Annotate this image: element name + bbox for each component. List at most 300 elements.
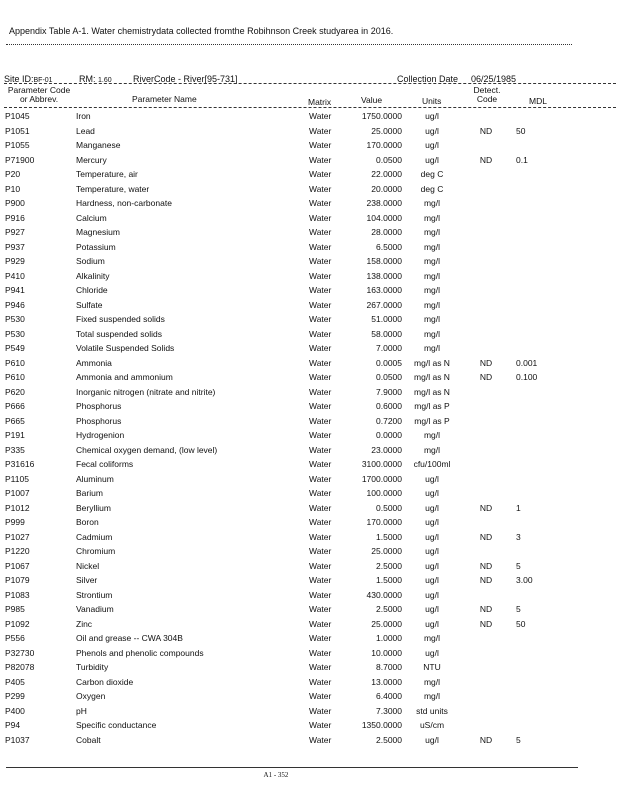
parameter-code-cell: P1220 (5, 546, 30, 556)
river-mile-value: 1.60 (98, 77, 112, 84)
units-cell: ug/l (425, 517, 439, 527)
parameter-code-cell: P916 (5, 212, 25, 223)
matrix-cell: Water (309, 662, 332, 672)
table-row (0, 139, 618, 154)
units-cell: mg/l as N (414, 357, 450, 368)
matrix-cell: Water (309, 125, 332, 136)
parameter-code-cell: P1079 (5, 575, 30, 585)
table-row (0, 226, 618, 241)
units-cell: mg/l (423, 676, 441, 687)
parameter-code-cell: P1012 (5, 502, 30, 513)
mdl-cell: 3.00 (516, 575, 533, 585)
table-row (0, 661, 618, 676)
matrix-cell: Water (309, 401, 332, 411)
detect-code-cell: ND (479, 372, 493, 382)
units-cell: ug/l (425, 502, 439, 513)
detect-code-cell: ND (479, 618, 493, 629)
mdl-cell: 0.1 (516, 154, 528, 165)
table-row (0, 545, 618, 560)
parameter-name-cell: Hydrogenion (76, 430, 125, 440)
parameter-code-cell: P549 (5, 343, 25, 353)
value-cell: 2.5000 (376, 734, 402, 745)
table-row (0, 632, 618, 647)
parameter-code-cell: P1045 (5, 111, 30, 121)
parameter-code-cell: P1037 (5, 734, 30, 745)
value-cell: 7.0000 (376, 343, 402, 353)
matrix-cell: Water (309, 734, 332, 745)
parameter-code-cell: P610 (5, 372, 25, 382)
parameter-code-cell: P335 (5, 444, 25, 455)
detect-code-cell: ND (479, 125, 493, 136)
units-cell: mg/l (423, 198, 441, 208)
parameter-name-cell: Fixed suspended solids (76, 314, 165, 324)
value-cell: 1.5000 (376, 575, 402, 585)
parameter-name-cell: Turbidity (76, 662, 109, 672)
matrix-cell: Water (309, 169, 332, 179)
table-row (0, 299, 618, 314)
parameter-name-cell: Inorganic nitrogen (nitrate and nitrite) (76, 386, 216, 397)
value-cell: 238.0000 (366, 198, 402, 208)
parameter-code-cell: P94 (5, 720, 21, 730)
matrix-cell: Water (309, 444, 332, 455)
matrix-cell: Water (309, 256, 332, 266)
units-cell: mg/l (423, 256, 441, 266)
units-cell: std units (416, 705, 448, 716)
matrix-cell: Water (309, 517, 332, 527)
mdl-cell: 5 (516, 604, 521, 614)
table-row (0, 647, 618, 662)
units-cell: ug/l (425, 488, 439, 498)
matrix-cell: Water (309, 676, 332, 687)
parameter-name-cell: Alkalinity (76, 270, 110, 281)
parameter-code-cell: P71900 (5, 154, 35, 165)
detect-code-cell: ND (479, 357, 493, 368)
mdl-cell: 0.100 (516, 372, 538, 382)
header-bottom-rule (4, 107, 616, 108)
units-cell: mg/l (423, 328, 441, 339)
parameter-name-cell: Carbon dioxide (76, 676, 134, 687)
parameter-code-cell: P941 (5, 285, 25, 295)
parameter-name-cell: Potassium (76, 241, 116, 252)
parameter-name-cell: Silver (76, 575, 98, 585)
header-detect-code (470, 86, 504, 104)
units-cell: ug/l (425, 140, 439, 150)
parameter-code-cell: P82078 (5, 662, 35, 672)
header-matrix: Matrix (308, 97, 332, 107)
table-row (0, 154, 618, 169)
detect-code-cell: ND (479, 734, 493, 745)
parameter-code-cell: P1051 (5, 125, 30, 136)
value-cell: 158.0000 (366, 256, 402, 266)
value-cell: 1.5000 (376, 531, 402, 542)
parameter-name-cell: Temperature, air (76, 169, 138, 179)
value-cell: 7.3000 (376, 705, 402, 716)
matrix-cell: Water (309, 270, 332, 281)
value-cell: 1350.0000 (361, 720, 402, 730)
units-cell: ug/l (425, 546, 439, 556)
matrix-cell: Water (309, 618, 332, 629)
matrix-cell: Water (309, 502, 332, 513)
parameter-code-cell: P530 (5, 328, 25, 339)
matrix-cell: Water (309, 633, 332, 643)
value-cell: 58.0000 (371, 328, 402, 339)
units-cell: mg/l as P (414, 415, 450, 426)
table-row (0, 618, 618, 633)
units-cell: ug/l (425, 125, 439, 136)
table-row (0, 531, 618, 546)
units-cell: ug/l (425, 560, 439, 571)
value-cell: 138.0000 (366, 270, 402, 281)
detect-code-cell: ND (479, 502, 493, 513)
units-cell: ug/l (425, 111, 439, 121)
value-cell: 6.5000 (376, 241, 402, 252)
table-row (0, 705, 618, 720)
units-cell: mg/l (423, 314, 441, 324)
matrix-cell: Water (309, 111, 332, 121)
parameter-name-cell: Oxygen (76, 691, 106, 701)
units-cell: uS/cm (419, 720, 445, 730)
table-row (0, 183, 618, 198)
parameter-name-cell: Beryllium (76, 502, 111, 513)
value-cell: 22.0000 (371, 169, 402, 179)
mdl-cell: 1 (516, 502, 521, 513)
parameter-code-cell: P1067 (5, 560, 30, 571)
parameter-name-cell: Cadmium (76, 531, 113, 542)
parameter-name-cell: Hardness, non-carbonate (76, 198, 172, 208)
parameter-name-cell: Sodium (76, 256, 105, 266)
table-row (0, 415, 618, 430)
matrix-cell: Water (309, 589, 332, 600)
value-cell: 0.6000 (376, 401, 402, 411)
parameter-name-cell: Iron (76, 111, 91, 121)
parameter-code-cell: P665 (5, 415, 25, 426)
matrix-cell: Water (309, 531, 332, 542)
parameter-code-cell: P666 (5, 401, 25, 411)
value-cell: 25.0000 (371, 546, 402, 556)
units-cell: deg C (420, 169, 444, 179)
page-number: A1 - 352 (263, 771, 289, 779)
site-id-label: Site ID: (4, 74, 34, 84)
matrix-cell: Water (309, 227, 332, 237)
detect-code-cell: ND (479, 531, 493, 542)
value-cell: 20.0000 (371, 183, 402, 194)
matrix-cell: Water (309, 488, 332, 498)
parameter-name-cell: pH (76, 705, 87, 716)
mdl-cell: 5 (516, 560, 521, 571)
table-row (0, 371, 618, 386)
matrix-cell: Water (309, 343, 332, 353)
parameter-code-cell: P299 (5, 691, 25, 701)
value-cell: 28.0000 (371, 227, 402, 237)
matrix-cell: Water (309, 720, 332, 730)
table-row (0, 589, 618, 604)
value-cell: 23.0000 (371, 444, 402, 455)
units-cell: ug/l (425, 734, 439, 745)
river-mile-label: RM: (79, 74, 96, 84)
table-row (0, 719, 618, 734)
mdl-cell: 5 (516, 734, 521, 745)
units-cell: cfu/100ml (413, 459, 451, 469)
parameter-code-cell: P1092 (5, 618, 30, 629)
parameter-name-cell: Barium (76, 488, 103, 498)
units-cell: mg/l (423, 299, 441, 310)
parameter-name-cell: Total suspended solids (76, 328, 163, 339)
detect-code-cell: ND (479, 604, 493, 614)
header-units: Units (422, 96, 442, 106)
header-parameter-code (3, 86, 75, 104)
matrix-cell: Water (309, 299, 332, 310)
value-cell: 163.0000 (366, 285, 402, 295)
detect-code-cell: ND (479, 154, 493, 165)
value-cell: 0.0500 (376, 372, 402, 382)
detect-code-cell: ND (479, 560, 493, 571)
table-row (0, 400, 618, 415)
parameter-name-cell: Strontium (76, 589, 113, 600)
parameter-code-cell: P10 (5, 183, 21, 194)
matrix-cell: Water (309, 357, 332, 368)
site-id-value: BF-01 (33, 77, 53, 84)
parameter-name-cell: Nickel (76, 560, 100, 571)
parameter-name-cell: Phenols and phenolic compounds (76, 647, 204, 658)
value-cell: 13.0000 (371, 676, 402, 687)
value-cell: 267.0000 (366, 299, 402, 310)
parameter-code-cell: P620 (5, 386, 25, 397)
table-title: Appendix Table A-1. Water chemistrydata collected fromthe Robihnson Creek studyarea in 2016. (9, 26, 394, 36)
parameter-name-cell: Boron (76, 517, 99, 527)
parameter-name-cell: Lead (76, 125, 95, 136)
value-cell: 100.0000 (366, 488, 402, 498)
parameter-code-cell: P929 (5, 256, 25, 266)
value-cell: 1700.0000 (361, 473, 402, 484)
table-row (0, 386, 618, 401)
header-mdl: MDL (529, 96, 547, 106)
matrix-cell: Water (309, 314, 332, 324)
units-cell: mg/l (423, 241, 441, 252)
mdl-cell: 3 (516, 531, 521, 542)
value-cell: 104.0000 (366, 212, 402, 223)
parameter-name-cell: Ammonia and ammonium (76, 372, 173, 382)
table-row (0, 502, 618, 517)
parameter-code-cell: P191 (5, 430, 25, 440)
collection-date-value: 06/25/1985 (471, 74, 517, 84)
header-parameter-name: Parameter Name (132, 94, 197, 104)
table-row (0, 676, 618, 691)
table-row (0, 516, 618, 531)
parameter-name-cell: Specific conductance (76, 720, 157, 730)
units-cell: ug/l (425, 618, 439, 629)
parameter-name-cell: Zinc (76, 618, 93, 629)
table-row (0, 734, 618, 749)
table-row (0, 473, 618, 488)
value-cell: 25.0000 (371, 618, 402, 629)
parameter-name-cell: Volatile Suspended Solids (76, 343, 175, 353)
units-cell: ug/l (425, 604, 439, 614)
table-row (0, 357, 618, 372)
table-row (0, 444, 618, 459)
value-cell: 170.0000 (366, 140, 402, 150)
data-table (0, 110, 618, 748)
units-cell: deg C (420, 183, 444, 194)
value-cell: 2.5000 (376, 604, 402, 614)
header-parameter-code-line1: Parameter Code (7, 85, 71, 95)
parameter-code-cell: P410 (5, 270, 25, 281)
matrix-cell: Water (309, 285, 332, 295)
parameter-code-cell: P32730 (5, 647, 35, 658)
units-cell: mg/l (423, 430, 441, 440)
table-row (0, 270, 618, 285)
matrix-cell: Water (309, 154, 332, 165)
units-cell: ug/l (425, 575, 439, 585)
value-cell: 430.0000 (366, 589, 402, 600)
matrix-cell: Water (309, 198, 332, 208)
matrix-cell: Water (309, 647, 332, 658)
table-row (0, 168, 618, 183)
parameter-name-cell: Chloride (76, 285, 108, 295)
parameter-code-cell: P1027 (5, 531, 30, 542)
header-detect-line1: Detect. (473, 85, 501, 95)
parameter-code-cell: P1105 (5, 473, 29, 484)
matrix-cell: Water (309, 430, 332, 440)
detect-code-cell: ND (479, 575, 493, 585)
parameter-name-cell: Chemical oxygen demand, (low level) (76, 444, 218, 455)
units-cell: ug/l (425, 647, 439, 658)
value-cell: 3100.0000 (361, 459, 402, 469)
title-divider (6, 44, 572, 45)
parameter-code-cell: P1055 (5, 140, 30, 150)
parameter-name-cell: Vanadium (76, 604, 114, 614)
river-code: RiverCode - River[95-731] (133, 74, 238, 84)
parameter-name-cell: Fecal coliforms (76, 459, 134, 469)
parameter-name-cell: Oil and grease -- CWA 304B (76, 633, 183, 643)
value-cell: 1.0000 (376, 633, 402, 643)
table-row (0, 560, 618, 575)
units-cell: mg/l (423, 691, 441, 701)
parameter-name-cell: Phosphorus (76, 401, 122, 411)
matrix-cell: Water (309, 575, 332, 585)
table-row (0, 574, 618, 589)
matrix-cell: Water (309, 386, 332, 397)
units-cell: mg/l (423, 285, 441, 295)
units-cell: ug/l (425, 531, 439, 542)
matrix-cell: Water (309, 473, 332, 484)
value-cell: 170.0000 (366, 517, 402, 527)
value-cell: 1750.0000 (361, 111, 402, 121)
value-cell: 8.7000 (376, 662, 402, 672)
matrix-cell: Water (309, 212, 332, 223)
matrix-cell: Water (309, 604, 332, 614)
table-row (0, 313, 618, 328)
matrix-cell: Water (309, 459, 332, 469)
units-cell: mg/l (423, 633, 441, 643)
parameter-code-cell: P900 (5, 198, 25, 208)
parameter-name-cell: Manganese (76, 140, 121, 150)
parameter-code-cell: P405 (5, 676, 25, 687)
mdl-cell: 0.001 (516, 357, 538, 368)
parameter-code-cell: P400 (5, 705, 25, 716)
table-row (0, 110, 618, 125)
units-cell: mg/l as N (414, 386, 450, 397)
header-parameter-code-line2: or Abbrev. (19, 94, 59, 104)
parameter-code-cell: P946 (5, 299, 25, 310)
header-top-rule (4, 83, 616, 84)
matrix-cell: Water (309, 691, 332, 701)
parameter-code-cell: P927 (5, 227, 25, 237)
matrix-cell: Water (309, 415, 332, 426)
parameter-name-cell: Aluminum (76, 473, 114, 484)
parameter-code-cell: P556 (5, 633, 25, 643)
parameter-code-cell: P530 (5, 314, 25, 324)
table-row (0, 487, 618, 502)
parameter-name-cell: Phosphorus (76, 415, 122, 426)
table-row (0, 212, 618, 227)
parameter-name-cell: Chromium (76, 546, 116, 556)
parameter-code-cell: P1007 (5, 488, 30, 498)
parameter-name-cell: Ammonia (76, 357, 112, 368)
parameter-code-cell: P999 (5, 517, 25, 527)
collection-date-label: Collection Date (397, 74, 459, 84)
matrix-cell: Water (309, 705, 332, 716)
parameter-code-cell: P31616 (5, 459, 35, 469)
table-row (0, 125, 618, 140)
matrix-cell: Water (309, 241, 332, 252)
table-row (0, 342, 618, 357)
table-row (0, 603, 618, 618)
value-cell: 0.0005 (376, 357, 402, 368)
table-row (0, 458, 618, 473)
parameter-name-cell: Mercury (76, 154, 107, 165)
parameter-name-cell: Temperature, water (76, 183, 150, 194)
value-cell: 51.0000 (371, 314, 402, 324)
matrix-cell: Water (309, 372, 332, 382)
table-row (0, 328, 618, 343)
parameter-name-cell: Cobalt (76, 734, 101, 745)
value-cell: 7.9000 (376, 386, 402, 397)
table-row (0, 255, 618, 270)
parameter-name-cell: Calcium (76, 212, 107, 223)
units-cell: mg/l (423, 343, 441, 353)
matrix-cell: Water (309, 546, 332, 556)
table-row (0, 197, 618, 212)
value-cell: 6.4000 (376, 691, 402, 701)
parameter-code-cell: P610 (5, 357, 25, 368)
units-cell: ug/l (425, 589, 439, 600)
table-row (0, 241, 618, 256)
units-cell: mg/l (423, 444, 441, 455)
units-cell: mg/l (423, 212, 441, 223)
value-cell: 0.5000 (376, 502, 402, 513)
matrix-cell: Water (309, 140, 332, 150)
units-cell: mg/l (423, 270, 441, 281)
value-cell: 25.0000 (371, 125, 402, 136)
table-row (0, 690, 618, 705)
value-cell: 2.5000 (376, 560, 402, 571)
parameter-name-cell: Sulfate (76, 299, 103, 310)
footer-rule (6, 767, 578, 768)
header-detect-line2: Code (476, 94, 498, 104)
mdl-cell: 50 (516, 125, 526, 136)
parameter-code-cell: P20 (5, 169, 21, 179)
header-value: Value (361, 95, 383, 105)
matrix-cell: Water (309, 183, 332, 194)
units-cell: mg/l as N (414, 372, 450, 382)
matrix-cell: Water (309, 328, 332, 339)
parameter-code-cell: P985 (5, 604, 25, 614)
units-cell: ug/l (425, 154, 439, 165)
units-cell: mg/l as P (414, 401, 450, 411)
value-cell: 0.0000 (376, 430, 402, 440)
matrix-cell: Water (309, 560, 332, 571)
parameter-code-cell: P1083 (5, 589, 30, 600)
